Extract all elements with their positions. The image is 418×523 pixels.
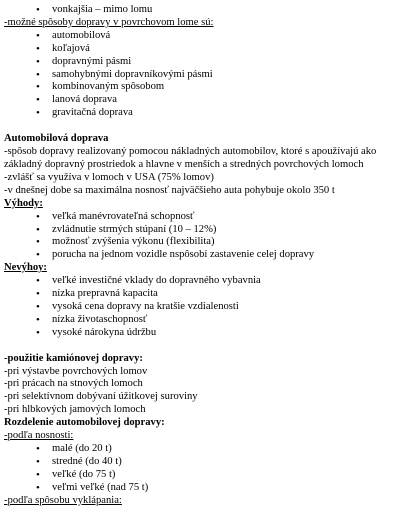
- list-item: • lanová doprava: [4, 94, 418, 107]
- disadvantages-list: [4, 275, 418, 340]
- list-item: • vysoké nárokyna údržbu: [4, 327, 418, 340]
- auto-line: -spôsob dopravy realizovaný pomocou nákladných automobilov, ktoré s apoužívajú ako: [4, 146, 377, 158]
- usage-line: -pri výstavbe povrchových lomov: [4, 365, 148, 377]
- division-heading: Rozdelenie automobilovej dopravy:: [4, 417, 165, 429]
- list-item: • stredné (do 40 t): [4, 456, 418, 469]
- capacity-list: [4, 443, 418, 495]
- usage-line: -pri prácach na stnových lomoch: [4, 378, 143, 390]
- usage-heading: -použitie kamiónovej dopravy:: [4, 352, 143, 364]
- list-item: • nízka životaschopnosť: [4, 314, 418, 327]
- spacer: [4, 120, 418, 133]
- list-item: • veľké investičné vklady do dopravného vybavnia: [4, 275, 418, 288]
- list-item: • samohybnými dopravníkovými pásmi: [4, 69, 418, 82]
- auto-line: základný dopravný prostriedok a hlavne v menších a stredných povrchových lomoch: [4, 158, 364, 170]
- auto-line: -zvlášť sa využíva v lomoch v USA (75% lomov): [4, 171, 214, 183]
- list-item: • možnosť zvýšenia výkonu (flexibilita): [4, 236, 418, 249]
- disadvantages-heading: Nevýhoy:: [4, 262, 47, 274]
- list-item: • zvládnutie strmých stúpaní (10 – 12%): [4, 224, 418, 237]
- list-item: • malé (do 20 t): [4, 443, 418, 456]
- tipping-heading: -podľa spôsobu vyklápania:: [4, 494, 122, 506]
- list-item: • veľké (do 75 t): [4, 469, 418, 482]
- capacity-heading: -podľa nosnosti:: [4, 430, 74, 442]
- usage-line: -pri hlbkových jamových lomoch: [4, 404, 146, 416]
- possible-transport-heading: -možné spôsoby dopravy v povrchovom lome sú:: [4, 16, 214, 28]
- list-item: • nízka prepravná kapacita: [4, 288, 418, 301]
- list-item: • automobilová: [4, 30, 418, 43]
- list-item: • gravitačná doprava: [4, 107, 418, 120]
- advantages-heading: Výhody:: [4, 197, 43, 209]
- list-item: • dopravnými pásmi: [4, 56, 418, 69]
- auto-transport-title: Automobilová doprava: [4, 133, 109, 145]
- usage-line: -pri selektívnom dobývaní úžitkovej suroviny: [4, 391, 198, 403]
- list-item: • veľká manévrovateľná schopnosť: [4, 211, 418, 224]
- list-item: • kombinovaným spôsobom: [4, 81, 418, 94]
- spacer: [4, 340, 418, 353]
- advantages-list: [4, 211, 418, 263]
- top-list: [4, 4, 418, 17]
- list-item: • koľajová: [4, 43, 418, 56]
- list-item: • vysoká cena dopravy na kratšie vzdialenosti: [4, 301, 418, 314]
- list-item: • porucha na jednom vozidle nspôsobí zastavenie celej dopravy: [4, 249, 418, 262]
- possible-transport-list: [4, 30, 418, 120]
- auto-line: -v dnešnej dobe sa maximálna nosnosť najväčšieho auta pohybuje okolo 350 t: [4, 184, 335, 196]
- list-item: • veľmi veľké (nad 75 t): [4, 482, 418, 495]
- list-item: • vonkajšia – mimo lomu: [4, 4, 418, 17]
